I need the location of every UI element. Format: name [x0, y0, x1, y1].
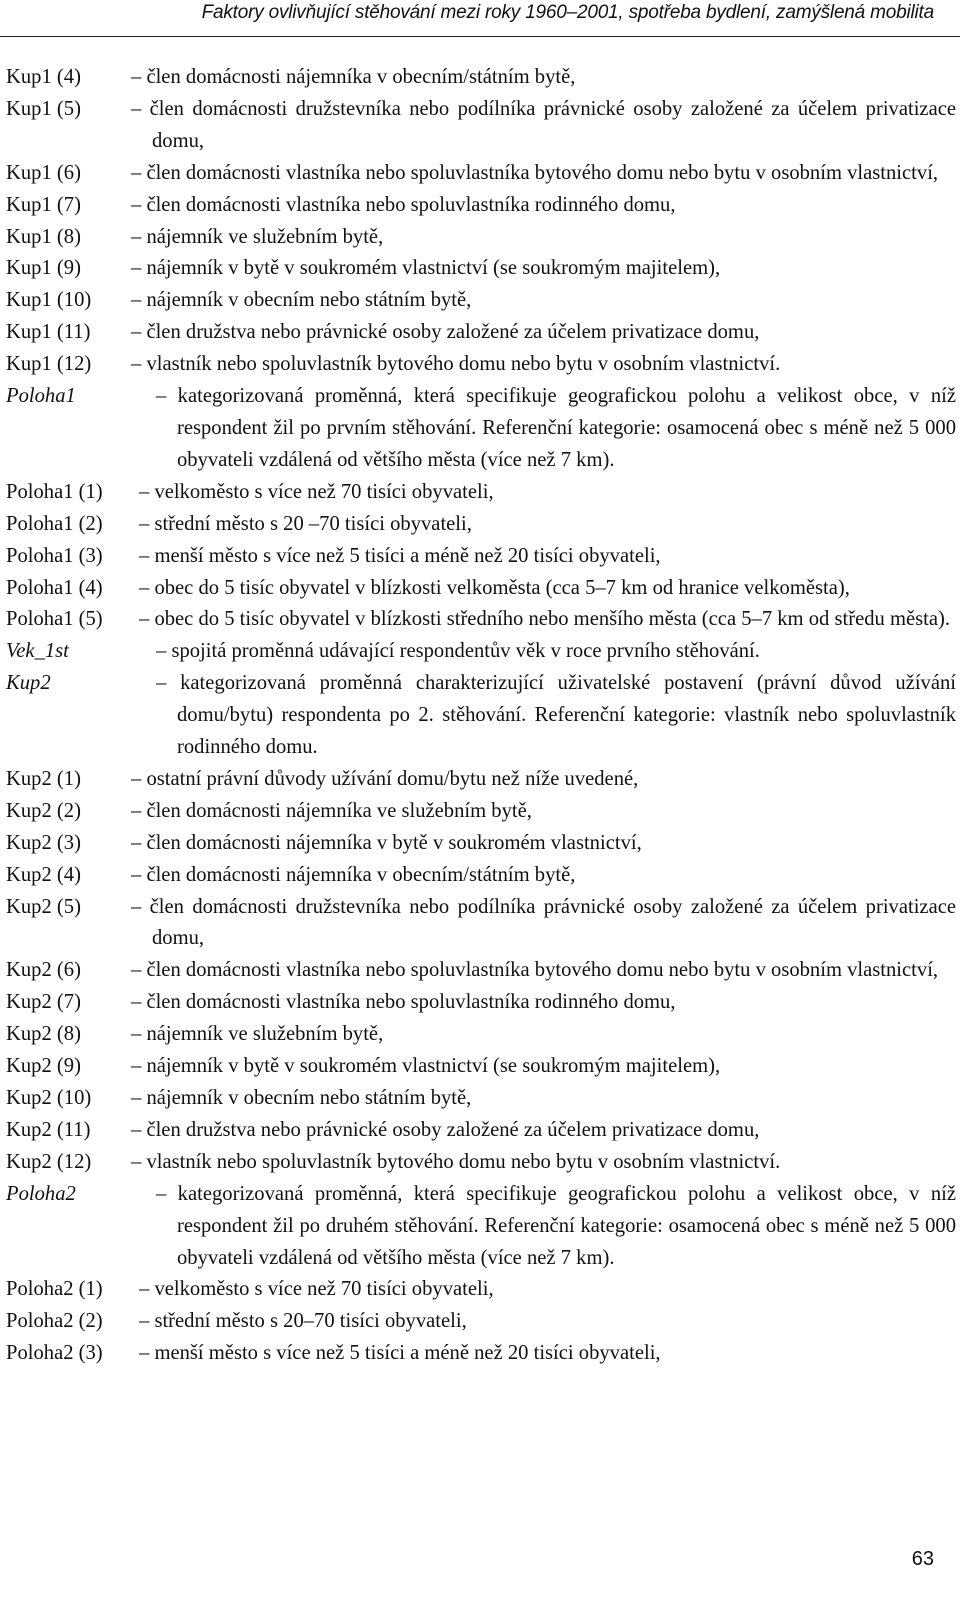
definition-entry [6, 253, 956, 285]
variable-term: Kup1 (12) [6, 353, 92, 376]
definition-entry [6, 190, 956, 222]
variable-definition: – nájemník ve služebním bytě, [131, 1023, 384, 1046]
variable-term: Poloha2 (3) [6, 1342, 103, 1365]
variable-definition: – člen domácnosti vlastníka nebo spoluvlastníka rodinného domu, [131, 991, 676, 1014]
definition-entry [6, 1306, 956, 1338]
variable-definition: – člen domácnosti vlastníka nebo spoluvlastníka bytového domu nebo bytu v osobním vlastnictví, [131, 161, 939, 184]
variable-definition: – člen domácnosti družstevníka nebo podílníka právnické osoby založené za účelem privatizace domu, [131, 97, 956, 152]
header-rule [0, 36, 960, 37]
variable-term: Kup1 (11) [6, 321, 91, 344]
definition-entry [6, 1019, 956, 1051]
definition-entry [6, 317, 956, 349]
definition-entry [6, 285, 956, 317]
definition-entry [6, 62, 956, 94]
definition-entry [6, 892, 956, 956]
variable-term: Kup1 (6) [6, 161, 81, 184]
variable-definition: – kategorizovaná proměnná charakterizující uživatelské postavení (právní důvod užívání domu/bytu) respondenta po 2. stěhování. Referenční kategorie: vlastník nebo spoluvlastník rodinného domu. [156, 672, 956, 759]
definition-entry [6, 668, 956, 764]
variable-term: Kup2 (5) [6, 895, 81, 918]
variable-definition: – kategorizovaná proměnná, která specifikuje geografickou polohu a velikost obce, v níž respondent žil po prvním stěhování. Referenční kategorie: osamocená obec s méně než 5 000 obyvateli vzdálená od většího města (více než 7 km). [156, 385, 956, 471]
definition-entry [6, 158, 956, 190]
variable-term: Kup2 (10) [6, 1087, 92, 1109]
definition-entry [6, 764, 956, 796]
variable-definition: – velkoměsto s více než 70 tisíci obyvateli, [139, 1278, 494, 1301]
variable-term: Kup2 (11) [6, 1118, 91, 1141]
variable-definition: – vlastník nebo spoluvlastník bytového domu nebo bytu v osobním vlastnictví. [131, 353, 781, 376]
variable-term: Poloha1 (2) [6, 512, 103, 535]
variable-term: Kup1 (7) [6, 193, 81, 216]
variable-definition: – vlastník nebo spoluvlastník bytového domu nebo bytu v osobním vlastnictví. [131, 1150, 781, 1173]
variable-term: Kup1 (5) [6, 97, 81, 120]
variable-definition: – střední město s 20 –70 tisíci obyvateli, [139, 512, 472, 535]
running-header: Faktory ovlivňující stěhování mezi roky 1960–2001, spotřeba bydlení, zamýšlená mobilita [201, 2, 934, 23]
variable-definition: – člen domácnosti nájemníka v bytě v soukromém vlastnictví, [131, 831, 642, 854]
variable-term: Kup1 (9) [6, 257, 81, 280]
definition-entry [6, 604, 956, 636]
variable-definition: – nájemník ve služebním bytě, [131, 225, 384, 248]
variable-definition: – člen družstva nebo právnické osoby založené za účelem privatizace domu, [131, 321, 760, 344]
variable-term: Kup2 (1) [6, 767, 81, 790]
definition-entry [6, 860, 956, 892]
variable-definition: – člen družstva nebo právnické osoby založené za účelem privatizace domu, [131, 1118, 760, 1141]
variable-term: Poloha1 (1) [6, 480, 103, 503]
variable-term: Kup2 (12) [6, 1150, 92, 1173]
definition-entry [6, 1083, 956, 1115]
definition-entry [6, 1115, 956, 1147]
variable-term: Vek_1st [6, 640, 69, 663]
definition-entry [6, 94, 956, 158]
variable-term: Kup2 [6, 672, 51, 695]
definition-entry [6, 222, 956, 254]
variable-definition: – nájemník v obecním nebo státním bytě, [131, 1087, 472, 1109]
variable-definition: – menší město s více než 5 tisíci a méně než 20 tisíci obyvateli, [139, 1342, 661, 1365]
variable-term: Poloha1 (3) [6, 544, 103, 567]
definition-entry [6, 1179, 956, 1275]
variable-definition: – obec do 5 tisíc obyvatel v blízkosti velkoměsta (cca 5–7 km od hranice velkoměsta), [139, 576, 850, 599]
variable-term: Kup1 (10) [6, 289, 92, 312]
definition-entry [6, 349, 956, 381]
definition-entry [6, 509, 956, 541]
variable-definition: – velkoměsto s více než 70 tisíci obyvateli, [139, 480, 494, 503]
variable-definition: – člen domácnosti nájemníka v obecním/státním bytě, [131, 863, 576, 886]
variable-definition: – obec do 5 tisíc obyvatel v blízkosti středního nebo menšího města (cca 5–7 km od středu města). [139, 608, 950, 631]
variable-term: Poloha2 (2) [6, 1310, 103, 1333]
variable-term: Kup1 (8) [6, 225, 81, 248]
definition-entry [6, 573, 956, 605]
definition-entry [6, 987, 956, 1019]
variable-term: Poloha1 [6, 385, 76, 408]
definition-entry [6, 1338, 956, 1370]
variable-term: Poloha1 (4) [6, 576, 103, 599]
variable-definition: – člen domácnosti nájemníka v obecním/státním bytě, [131, 66, 576, 88]
variable-definition: – nájemník v bytě v soukromém vlastnictví (se soukromým majitelem), [131, 257, 721, 280]
variable-term: Kup2 (8) [6, 1023, 81, 1046]
variable-definition: – kategorizovaná proměnná, která specifikuje geografickou polohu a velikost obce, v níž respondent žil po druhém stěhování. Referenční kategorie: osamocená obec s méně než 5 000 obyvateli vzdálená od většího města (více než 7 km). [156, 1182, 956, 1269]
variable-term: Kup2 (2) [6, 799, 81, 822]
definition-entry [6, 955, 956, 987]
variable-definition: – nájemník v bytě v soukromém vlastnictví (se soukromým majitelem), [131, 1055, 721, 1078]
variable-term: Poloha2 (1) [6, 1278, 103, 1301]
definition-entry [6, 1147, 956, 1179]
definition-entry [6, 541, 956, 573]
variable-definition: – člen domácnosti družstevníka nebo podílníka právnické osoby založené za účelem privatizace domu, [131, 895, 956, 950]
variable-term: Kup2 (4) [6, 863, 81, 886]
variable-term: Poloha2 [6, 1182, 76, 1205]
variable-definition: – střední město s 20–70 tisíci obyvateli, [139, 1310, 467, 1333]
variable-definition: – ostatní právní důvody užívání domu/bytu než níže uvedené, [131, 767, 639, 790]
definition-entry [6, 1051, 956, 1083]
variable-term: Kup2 (3) [6, 831, 81, 854]
variable-term: Kup2 (7) [6, 991, 81, 1014]
variable-definition: – člen domácnosti nájemníka ve služebním bytě, [131, 799, 532, 822]
variable-term: Kup2 (9) [6, 1055, 81, 1078]
page-number: 63 [911, 1548, 934, 1570]
variable-definition: – člen domácnosti vlastníka nebo spoluvlastníka bytového domu nebo bytu v osobním vlastnictví, [131, 959, 939, 982]
variable-definition: – nájemník v obecním nebo státním bytě, [131, 289, 472, 312]
definition-entry [6, 796, 956, 828]
definition-entry [6, 636, 956, 668]
definition-list [6, 62, 956, 1370]
variable-term: Kup1 (4) [6, 66, 81, 88]
variable-definition: – menší město s více než 5 tisíci a méně než 20 tisíci obyvateli, [139, 544, 661, 567]
definition-entry [6, 477, 956, 509]
variable-term: Poloha1 (5) [6, 608, 103, 631]
variable-definition: – spojitá proměnná udávající respondentův věk v roce prvního stěhování. [156, 640, 760, 663]
definition-entry [6, 381, 956, 477]
variable-definition: – člen domácnosti vlastníka nebo spoluvlastníka rodinného domu, [131, 193, 676, 216]
variable-term: Kup2 (6) [6, 959, 81, 982]
definition-entry [6, 1274, 956, 1306]
definition-entry [6, 828, 956, 860]
